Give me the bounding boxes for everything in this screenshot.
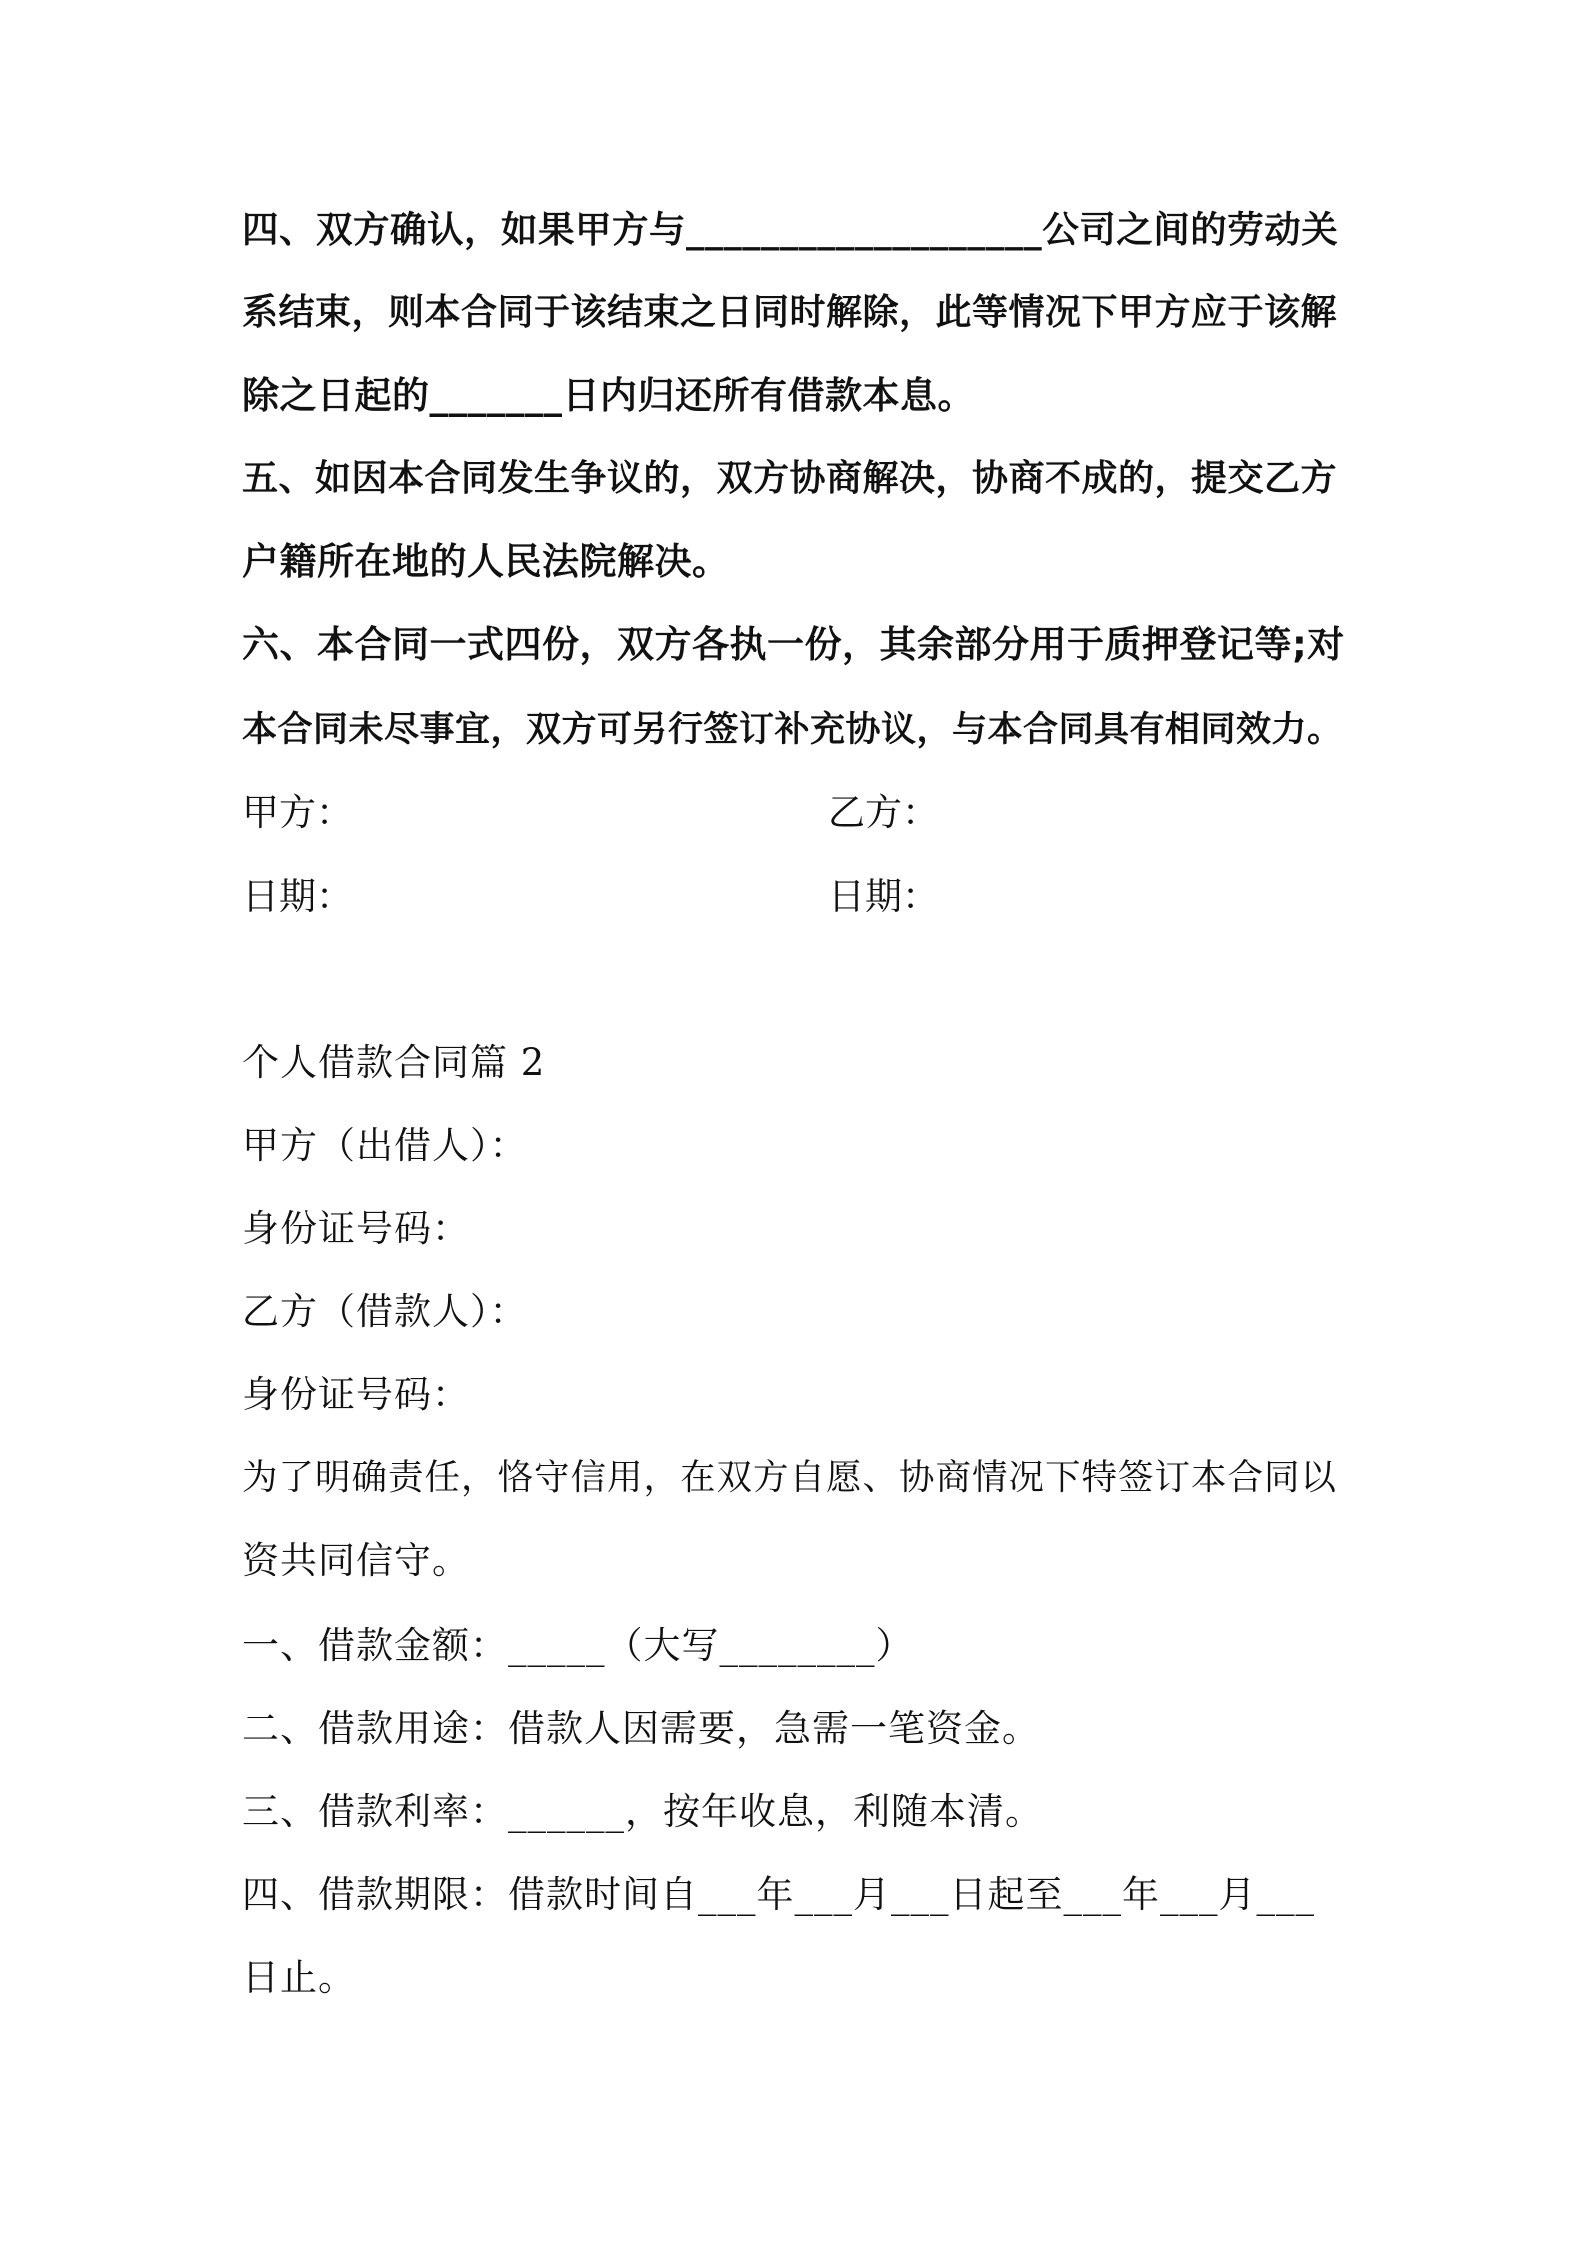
clause-6-line-1: 六、本合同一式四份，双方各执一份，其余部分用于质押登记等;对 <box>242 623 1345 666</box>
preamble-line-2: 资共同信守。 <box>242 1539 470 1582</box>
loan-interest-clause: 三、借款利率：______，按年收息，利随本清。 <box>242 1790 1043 1833</box>
clause-4-line-3: 除之日起的_______日内归还所有借款本息。 <box>242 374 975 417</box>
loan-term-clause-line-2: 日止。 <box>242 1956 356 1999</box>
clause-4-line-1: 四、双方确认，如果甲方与___________________公司之间的劳动关 <box>242 208 1339 251</box>
party-a-date-label: 日期： <box>242 875 353 918</box>
loan-purpose-clause: 二、借款用途：借款人因需要，急需一笔资金。 <box>242 1707 1040 1750</box>
contract-2-title: 个人借款合同篇 2 <box>242 1041 546 1084</box>
party-b-signature-label: 乙方： <box>828 791 939 834</box>
clause-4-line-2: 系结束，则本合同于该结束之日同时解除，此等情况下甲方应于该解 <box>242 292 1338 333</box>
loan-term-clause-line-1: 四、借款期限：借款时间自___年___月___日起至___年___月___ <box>242 1873 1315 1916</box>
clause-5-line-1: 五、如因本合同发生争议的，双方协商解决，协商不成的，提交乙方 <box>242 458 1338 499</box>
party-b-date-label: 日期： <box>828 875 939 918</box>
party-a-signature-label: 甲方： <box>242 791 353 834</box>
borrower-id-label: 身份证号码： <box>242 1373 470 1416</box>
lender-id-label: 身份证号码： <box>242 1207 470 1250</box>
lender-label: 甲方（出借人）： <box>242 1124 528 1167</box>
borrower-label: 乙方（借款人）： <box>242 1290 528 1333</box>
clause-6-line-2: 本合同未尽事宜，双方可另行签订补充协议，与本合同具有相同效力。 <box>242 710 1343 750</box>
loan-amount-clause: 一、借款金额：_____（大写________） <box>242 1624 914 1667</box>
clause-5-line-2: 户籍所在地的人民法院解决。 <box>242 540 730 583</box>
preamble-line-1: 为了明确责任，恪守信用，在双方自愿、协商情况下特签订本合同以 <box>242 1457 1338 1498</box>
